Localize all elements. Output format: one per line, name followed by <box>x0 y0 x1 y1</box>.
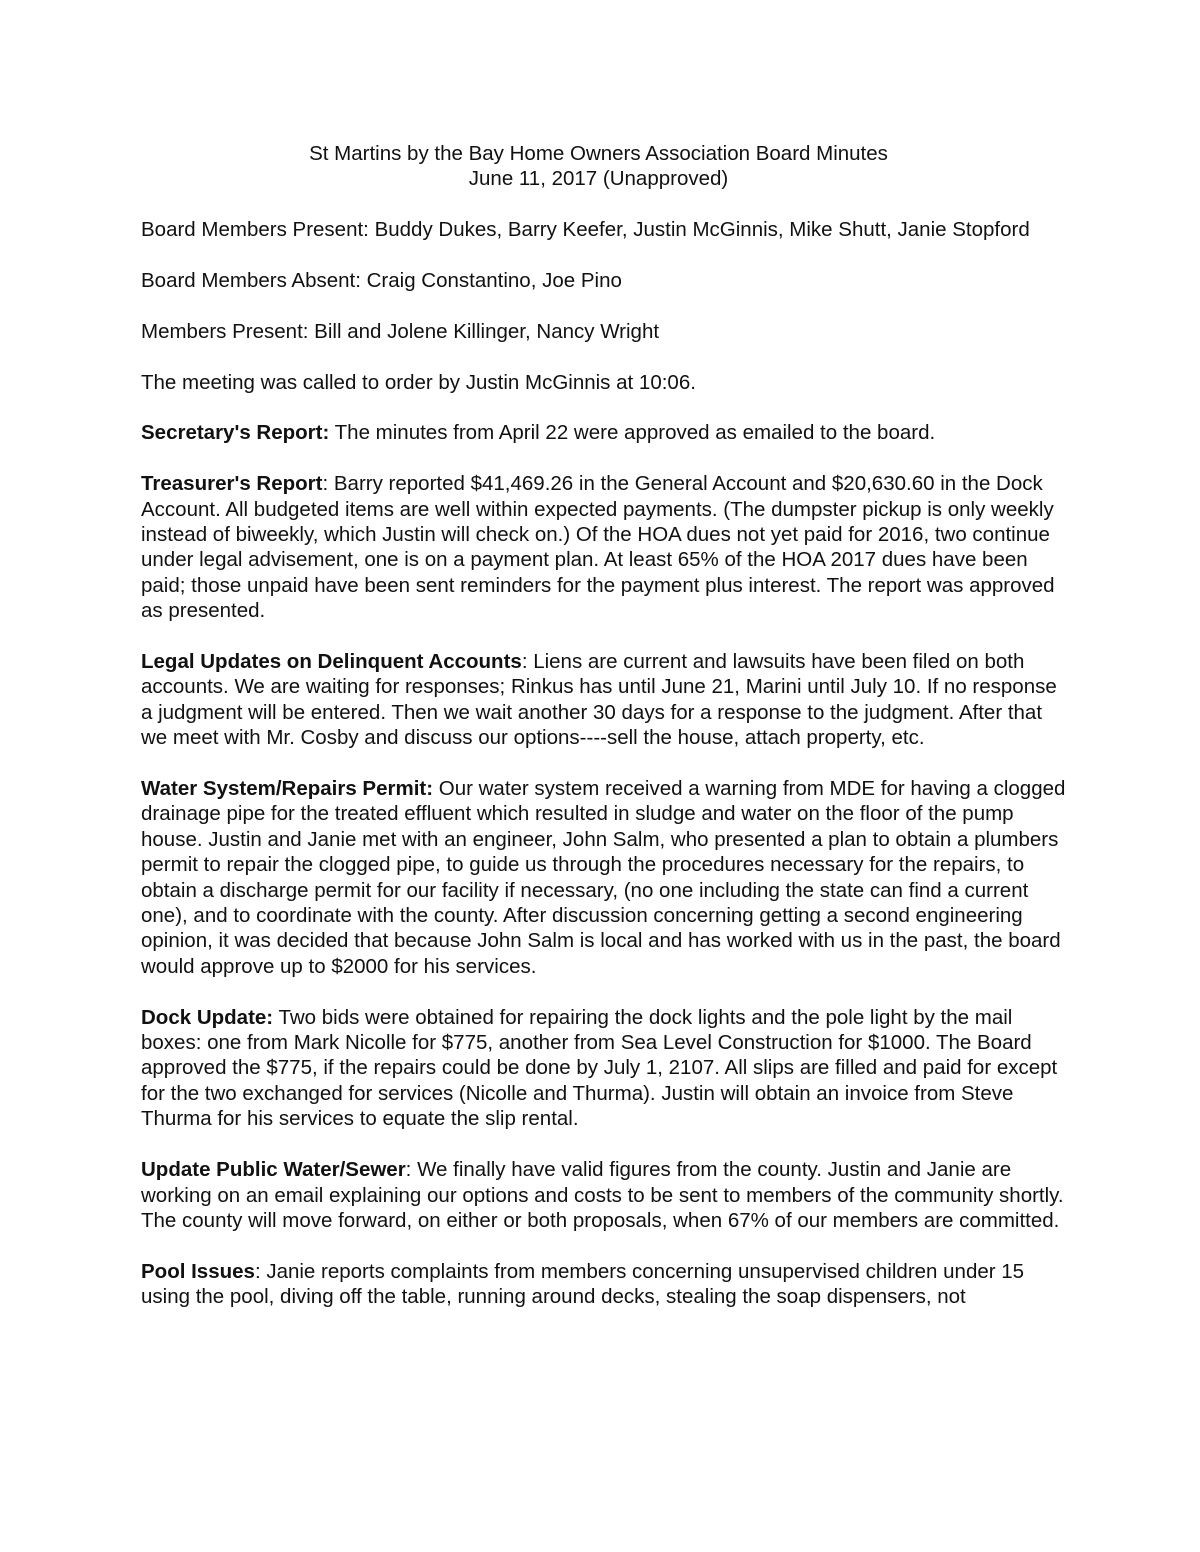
section-body: : Liens are current and lawsuits have been filed on both accounts. We are waiting for responses; Rinkus has until June 21, Marini until July 10. If no response a judgment will be entered. Then we wait another 30 days for a response to the judgment. After that we meet with Mr. Cosby and discuss our options----sell the house, attach property, etc. <box>141 650 1057 750</box>
treasurer-report <box>141 471 1066 623</box>
section-body: The minutes from April 22 were approved as emailed to the board. <box>329 421 936 445</box>
section-body: Two bids were obtained for repairing the dock lights and the pole light by the mail boxes: one from Mark Nicolle for $775, another from Sea Level Construction for $1000. The Board approved the $775, if the repairs could be done by July 1, 2107. All slips are filled and paid for except for the two exchanged for services (Nicolle and Thurma). Justin will obtain an invoice from Steve Thurma for his services to equate the slip rental. <box>141 1005 1058 1131</box>
section-heading: Legal Updates on Delinquent Accounts <box>141 650 522 674</box>
minutes-page <box>141 141 1066 1310</box>
legal-updates <box>141 649 1066 751</box>
pool-issues <box>141 1259 1066 1310</box>
members-present: Members Present: Bill and Jolene Killinger, Nancy Wright <box>141 319 660 343</box>
document-date: June 11, 2017 (Unapproved) <box>468 167 729 191</box>
section-body: : Janie reports complaints from members concerning unsupervised children under 15 using the pool, diving off the table, running around decks, stealing the soap dispensers, not <box>141 1259 1025 1309</box>
secretary-report <box>141 420 1066 445</box>
board-members-absent: Board Members Absent: Craig Constantino, Joe Pino <box>141 269 622 292</box>
section-body: Our water system received a warning from MDE for having a clogged drainage pipe for the treated effluent which resulted in sludge and water on the floor of the pump house. Justin and Janie met with an engineer, John Salm, who presented a plan to obtain a plumbers permit to repair the clogged pipe, to guide us through the procedures necessary for the repairs, to obtain a discharge permit for our facility if necessary, (no one including the state can find a current one), and to coordinate with the county. After discussion concerning getting a second engineering opinion, it was decided that because John Salm is local and has worked with us in the past, the board would approve up to $2000 for his services. <box>141 777 1066 978</box>
section-body: : We finally have valid figures from the county. Justin and Janie are working on an email explaining our options and costs to be sent to members of the community shortly. The county will move forward, on either or both proposals, when 67% of our members are committed. <box>141 1158 1064 1232</box>
section-heading: Update Public Water/Sewer <box>141 1158 406 1182</box>
board-members-present: Board Members Present: Buddy Dukes, Barry Keefer, Justin McGinnis, Mike Shutt, Janie Stopford <box>141 218 1030 242</box>
document-header <box>131 141 1066 192</box>
section-heading: Pool Issues <box>141 1259 255 1283</box>
public-water-sewer-update <box>141 1157 1066 1233</box>
document-title: St Martins by the Bay Home Owners Association Board Minutes <box>309 142 888 165</box>
section-heading: Dock Update: <box>141 1005 274 1029</box>
call-to-order: The meeting was called to order by Justin McGinnis at 10:06. <box>141 370 696 394</box>
section-body: : Barry reported $41,469.26 in the General Account and $20,630.60 in the Dock Account. All budgeted items are well within expected payments. (The dumpster pickup is only weekly instead of biweekly, which Justin will check on.) Of the HOA dues not yet paid for 2016, two continue under legal advisement, one is on a payment plan. At least 65% of the HOA 2017 dues have been paid; those unpaid have been sent reminders for the payment plus interest. The report was approved as presented. <box>141 472 1055 623</box>
dock-update <box>141 1005 1066 1132</box>
water-system-permit <box>141 776 1066 979</box>
section-heading: Water System/Repairs Permit: <box>141 777 434 801</box>
section-heading: Treasurer's Report <box>141 472 323 496</box>
section-heading: Secretary's Report: <box>141 421 330 445</box>
